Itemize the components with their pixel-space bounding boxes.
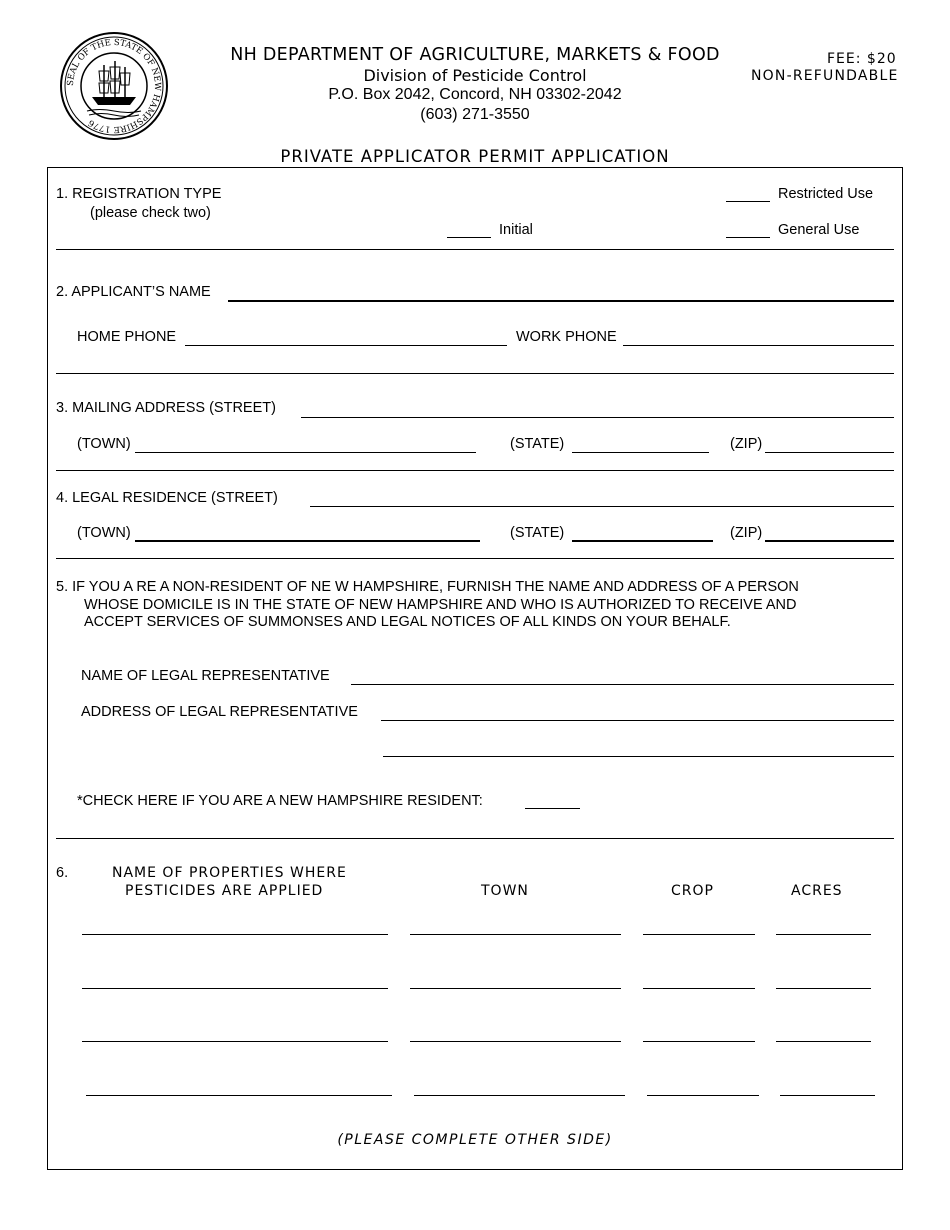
residence-zip-field[interactable]	[765, 540, 894, 542]
mailing-state-label: (STATE)	[510, 436, 565, 452]
section-divider	[56, 249, 894, 250]
mailing-zip-label: (ZIP)	[730, 436, 763, 452]
section-divider	[56, 558, 894, 559]
property-town-field[interactable]	[414, 1095, 625, 1096]
section6-number: 6.	[56, 865, 69, 881]
property-name-field[interactable]	[86, 1095, 392, 1096]
work-phone-label: WORK PHONE	[516, 329, 617, 345]
property-town-field[interactable]	[410, 1041, 621, 1042]
footer-note: (PLEASE COMPLETE OTHER SIDE)	[337, 1132, 613, 1148]
property-name-field[interactable]	[82, 988, 388, 989]
initial-checkbox[interactable]	[447, 237, 491, 238]
section-divider	[56, 470, 894, 471]
nonresident-instructions-line3: ACCEPT SERVICES OF SUMMONSES AND LEGAL NOTICES OF ALL KINDS ON YOUR BEHALF.	[84, 614, 731, 630]
fee-amount: FEE: $20	[827, 51, 897, 67]
residence-town-label: (TOWN)	[77, 525, 131, 541]
col-property-header-line2: PESTICIDES ARE APPLIED	[125, 883, 324, 899]
nonresident-instructions-line1: 5. IF YOU A RE A NON-RESIDENT OF NE W HAMPSHIRE, FURNISH THE NAME AND ADDRESS OF A PERSON	[56, 579, 799, 595]
registration-type-label: 1. REGISTRATION TYPE	[56, 186, 222, 202]
section-divider	[56, 838, 894, 839]
property-crop-field[interactable]	[643, 988, 755, 989]
col-crop-header: CROP	[671, 883, 714, 899]
applicant-name-label: 2. APPLICANT’S NAME	[56, 284, 211, 300]
department-name: NH DEPARTMENT OF AGRICULTURE, MARKETS & FOOD	[230, 45, 720, 65]
col-property-header-line1: NAME OF PROPERTIES WHERE	[112, 865, 347, 881]
property-acres-field[interactable]	[776, 988, 871, 989]
general-use-label: General Use	[778, 222, 860, 238]
general-use-checkbox[interactable]	[726, 237, 770, 238]
division-name: Division of Pesticide Control	[363, 66, 587, 85]
property-acres-field[interactable]	[776, 1041, 871, 1042]
property-crop-field[interactable]	[647, 1095, 759, 1096]
work-phone-field[interactable]	[623, 345, 894, 346]
home-phone-field[interactable]	[185, 345, 507, 346]
rep-address-label: ADDRESS OF LEGAL REPRESENTATIVE	[81, 704, 358, 720]
registration-type-hint: (please check two)	[90, 205, 211, 221]
nonresident-instructions-line2: WHOSE DOMICILE IS IN THE STATE OF NEW HAMPSHIRE AND WHO IS AUTHORIZED TO RECEIVE AND	[84, 597, 797, 613]
property-acres-field[interactable]	[776, 934, 871, 935]
resident-checkbox[interactable]	[525, 808, 580, 809]
rep-address-field-line2[interactable]	[383, 756, 894, 757]
mailing-state-field[interactable]	[572, 452, 709, 453]
col-town-header: TOWN	[481, 883, 529, 899]
mailing-town-field[interactable]	[135, 452, 476, 453]
property-crop-field[interactable]	[643, 1041, 755, 1042]
property-town-field[interactable]	[410, 988, 621, 989]
seal-text: SEAL OF THE STATE OF NEW HAMPSHIRE 1776	[65, 37, 163, 135]
state-seal	[59, 31, 169, 141]
property-crop-field[interactable]	[643, 934, 755, 935]
rep-name-field[interactable]	[351, 684, 894, 685]
rep-address-field[interactable]	[381, 720, 894, 721]
mailing-town-label: (TOWN)	[77, 436, 131, 452]
form-title: PRIVATE APPLICATOR PERMIT APPLICATION	[280, 147, 670, 166]
property-acres-field[interactable]	[780, 1095, 875, 1096]
resident-check-label: *CHECK HERE IF YOU ARE A NEW HAMPSHIRE RESIDENT:	[77, 793, 483, 809]
applicant-name-field[interactable]	[228, 300, 894, 302]
mailing-zip-field[interactable]	[765, 452, 894, 453]
mailing-street-label: 3. MAILING ADDRESS (STREET)	[56, 400, 276, 416]
restricted-use-label: Restricted Use	[778, 186, 874, 202]
residence-town-field[interactable]	[135, 540, 480, 542]
rep-name-label: NAME OF LEGAL REPRESENTATIVE	[81, 668, 330, 684]
property-name-field[interactable]	[82, 934, 388, 935]
residence-zip-label: (ZIP)	[730, 525, 763, 541]
property-town-field[interactable]	[410, 934, 621, 935]
residence-street-field[interactable]	[310, 506, 894, 507]
mailing-address: P.O. Box 2042, Concord, NH 03302-2042	[328, 86, 622, 103]
phone-number: (603) 271-3550	[420, 106, 530, 123]
property-name-field[interactable]	[82, 1041, 388, 1042]
fee-note: NON-REFUNDABLE	[751, 68, 899, 84]
residence-street-label: 4. LEGAL RESIDENCE (STREET)	[56, 490, 278, 506]
restricted-use-checkbox[interactable]	[726, 201, 770, 202]
home-phone-label: HOME PHONE	[77, 329, 177, 345]
residence-state-label: (STATE)	[510, 525, 565, 541]
col-acres-header: ACRES	[791, 883, 843, 899]
initial-label: Initial	[499, 222, 533, 238]
residence-state-field[interactable]	[572, 540, 713, 542]
section-divider	[56, 373, 894, 374]
mailing-street-field[interactable]	[301, 417, 894, 418]
